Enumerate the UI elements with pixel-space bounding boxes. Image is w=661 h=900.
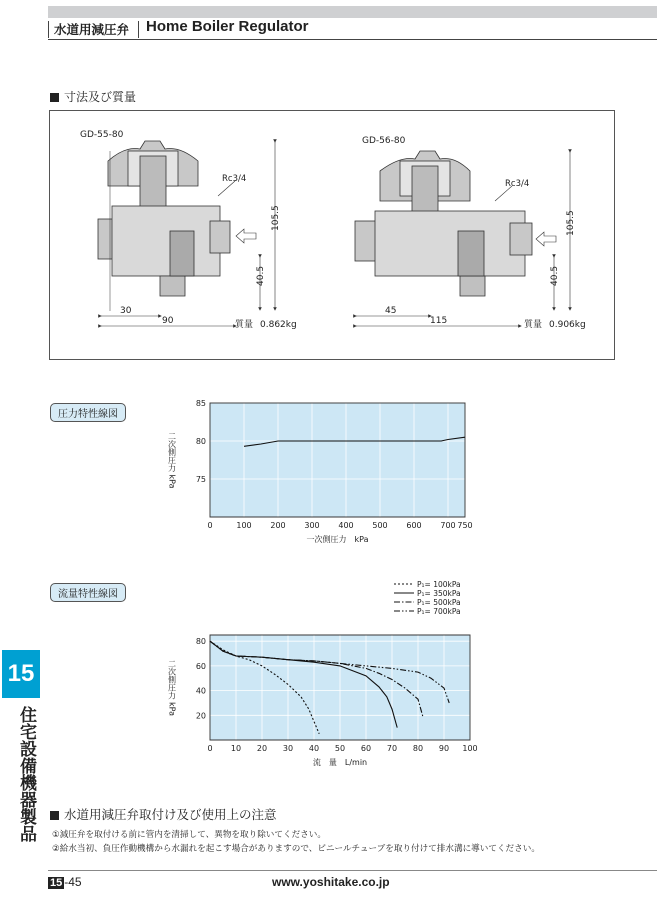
x-tick-label: 0: [207, 744, 213, 753]
dimensions-heading: [50, 88, 136, 105]
y-tick-label: 40: [195, 686, 206, 696]
x-tick-label: 50: [334, 744, 346, 753]
model-name: GD-55-80: [80, 130, 124, 140]
pressure-chart-tag: 圧力特性線図: [50, 403, 126, 422]
x-tick-label: 100: [236, 521, 252, 530]
length-total: 115: [430, 316, 448, 326]
header-divider: [138, 21, 139, 38]
x-tick-label: 500: [372, 521, 388, 530]
x-axis-label: 流 量 L/min: [312, 758, 368, 767]
page-chapter: 15: [50, 877, 63, 889]
mass-label: 質量: [235, 320, 254, 330]
footer-url: www.yoshitake.co.jp: [272, 875, 390, 889]
x-tick-label: 20: [256, 744, 268, 753]
port-label: Rc3/4: [505, 179, 530, 189]
notes-title: 水道用減圧弁取付け及び使用上の注意: [64, 807, 277, 822]
y-tick-label: 60: [195, 661, 206, 671]
x-tick-label: 30: [282, 744, 294, 753]
length-half: 30: [120, 306, 132, 316]
x-tick-label: 70: [386, 744, 398, 753]
y-tick-label: 80: [195, 637, 206, 647]
x-tick-label: 400: [338, 521, 354, 530]
y-axis-label: 二次側圧力 kPa: [167, 659, 177, 717]
x-tick-label: 80: [412, 744, 424, 753]
y-tick-label: 85: [195, 399, 206, 408]
y-tick-label: 20: [195, 711, 206, 721]
header-bar: [48, 6, 657, 18]
valve-drawing-gd55: [80, 130, 230, 311]
model-name: GD-56-80: [362, 136, 406, 146]
x-tick-label: 0: [207, 521, 213, 530]
header-rule: [48, 21, 49, 38]
legend-label: P₁= 700kPa: [417, 607, 461, 616]
port-label: Rc3/4: [222, 174, 247, 184]
dimensions-title: 寸法及び質量: [64, 90, 137, 104]
x-tick-label: 100: [462, 744, 478, 753]
pressure-characteristic-chart: [150, 395, 490, 555]
y-tick-label: 75: [195, 475, 206, 484]
square-bullet-icon: [50, 811, 59, 820]
mass-value: 0.906kg: [549, 320, 586, 330]
note-item: ②給水当初、負圧作動機構から水漏れを起こす場合がありますので、ビニールチューブを取り付けて排水溝に導いてください。: [52, 844, 540, 854]
legend-label: P₁= 100kPa: [417, 580, 461, 589]
length-half: 45: [385, 306, 397, 316]
header-en-title: Home Boiler Regulator: [146, 18, 309, 35]
x-axis-label: 一次側圧力 kPa: [306, 535, 369, 544]
x-tick-label: 90: [438, 744, 450, 753]
header-jp-title: 水道用減圧弁: [54, 22, 130, 37]
valve-drawing-gd56: [355, 136, 532, 296]
mass-value: 0.862kg: [260, 320, 297, 330]
legend-label: P₁= 350kPa: [417, 589, 461, 598]
page-sub: -45: [64, 875, 82, 889]
x-tick-label: 750: [457, 521, 473, 530]
flow-characteristic-chart: [150, 575, 490, 770]
legend-label: P₁= 500kPa: [417, 598, 461, 607]
x-tick-label: 200: [270, 521, 286, 530]
x-tick-label: 10: [230, 744, 242, 753]
note-item: ①減圧弁を取付ける前に管内を清掃して、異物を取り除いてください。: [52, 830, 326, 840]
chapter-tab: 15: [2, 650, 40, 698]
square-bullet-icon: [50, 93, 59, 102]
notes-heading: [50, 805, 277, 823]
flow-chart-tag: 流量特性線図: [50, 583, 126, 602]
x-tick-label: 300: [304, 521, 320, 530]
header-underline: [48, 39, 657, 40]
x-tick-label: 60: [360, 744, 372, 753]
footer-rule: [48, 870, 657, 871]
page-number: [48, 875, 82, 889]
y-tick-label: 80: [195, 437, 206, 446]
length-total: 90: [162, 316, 174, 326]
x-tick-label: 40: [308, 744, 320, 753]
y-axis-label: 二次側圧力 kPa: [167, 432, 177, 489]
x-tick-label: 600: [406, 521, 422, 530]
height-inlet: 40.5: [256, 265, 266, 286]
dimensions-panel: [49, 110, 615, 360]
plot-area: [210, 403, 465, 517]
dimension-drawings: [50, 111, 616, 361]
height-inlet: 40.5: [550, 265, 560, 286]
chapter-title: 住宅設備機器製品: [16, 706, 36, 842]
x-tick-label: 700: [440, 521, 456, 530]
height-total: 105.5: [271, 205, 281, 231]
mass-label: 質量: [524, 320, 543, 330]
height-total: 105.5: [566, 210, 576, 236]
